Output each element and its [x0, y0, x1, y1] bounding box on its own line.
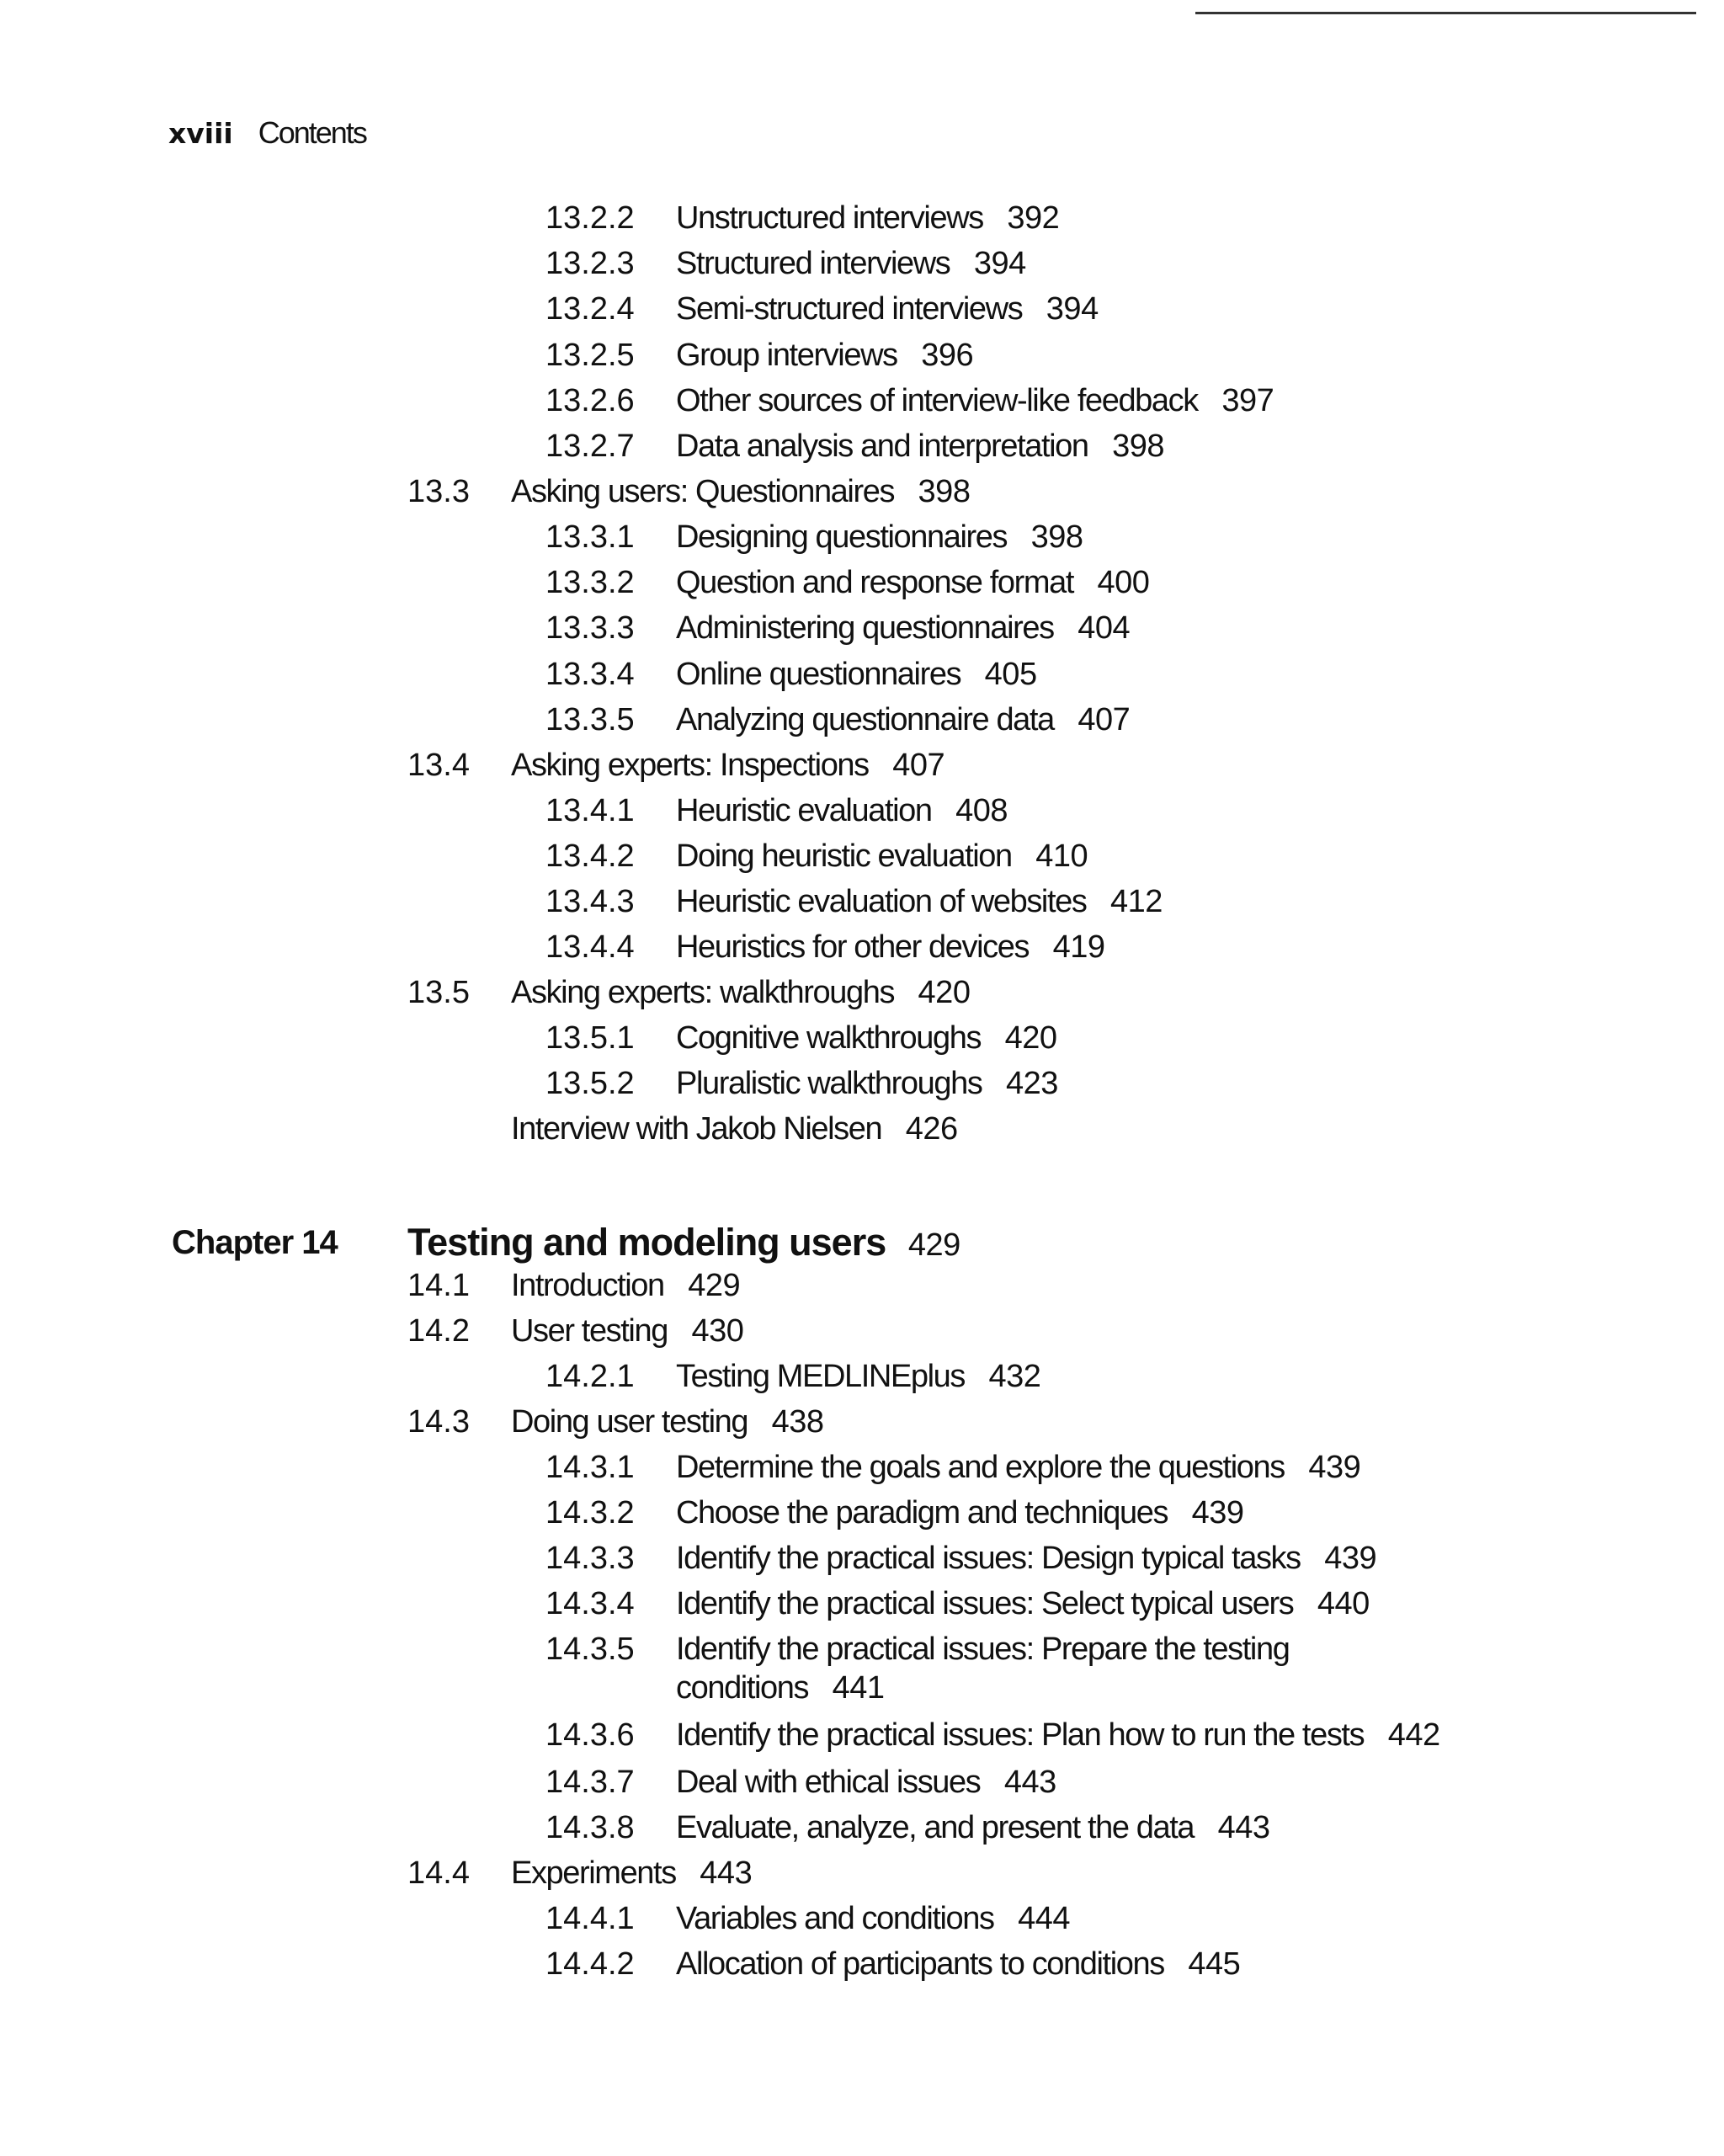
section-title: Asking experts: walkthroughs: [511, 975, 895, 1010]
section-number: 14.3.1: [545, 1450, 635, 1485]
page-number: 412: [1109, 884, 1163, 919]
section-number: 14.2.1: [545, 1359, 635, 1394]
section-number: 13.2.2: [545, 200, 635, 236]
section-title: Introduction: [511, 1268, 664, 1303]
section-number: 13.2.7: [545, 429, 635, 464]
section-title: Question and response format: [676, 565, 1073, 600]
section-title: Online questionnaires: [676, 657, 961, 692]
section-title: Identify the practical issues: Design typical tasks: [676, 1541, 1301, 1576]
section-number: 14.4.1: [545, 1901, 635, 1936]
section-title: Experiments: [511, 1855, 676, 1891]
section-number: 13.3.2: [545, 565, 635, 600]
page-number: 410: [1035, 838, 1088, 874]
section-title: Asking experts: Inspections: [511, 748, 869, 783]
chapter-label: Chapter 14: [172, 1224, 338, 1261]
section-title-continued: conditions: [676, 1670, 809, 1706]
section-title: Unstructured interviews: [676, 200, 983, 236]
section-title: Evaluate, analyze, and present the data: [676, 1810, 1195, 1845]
section-title: Other sources of interview-like feedback: [676, 383, 1198, 418]
page-number: 439: [1191, 1495, 1244, 1530]
page-number: 405: [984, 657, 1037, 692]
section-number: 13.4: [407, 748, 470, 783]
section-title: User testing: [511, 1313, 668, 1349]
section-title: Deal with ethical issues: [676, 1765, 981, 1800]
section-title: Heuristic evaluation of websites: [676, 884, 1087, 919]
page-number: 396: [921, 338, 974, 373]
section-number: 13.3.4: [545, 657, 635, 692]
page-number: 392: [1007, 200, 1060, 236]
section-title: Determine the goals and explore the questions: [676, 1450, 1285, 1485]
section-number: 13.2.6: [545, 383, 635, 418]
section-title: Designing questionnaires: [676, 519, 1008, 555]
chapter-title: Testing and modeling users: [407, 1221, 886, 1264]
chapter-page-number: 429: [907, 1227, 960, 1263]
page-number: 420: [1004, 1020, 1057, 1056]
section-number: 14.3.5: [545, 1632, 635, 1667]
page-number: 440: [1317, 1586, 1370, 1621]
section-number: 14.1: [407, 1268, 470, 1303]
page-number: 423: [1005, 1066, 1058, 1101]
section-number: 13.5.2: [545, 1066, 635, 1101]
section-number: 14.3.8: [545, 1810, 635, 1845]
section-number: 14.3: [407, 1404, 470, 1440]
section-number: 13.2.3: [545, 246, 635, 281]
section-number: 13.5.1: [545, 1020, 635, 1056]
section-number: 13.4.3: [545, 884, 635, 919]
page-number: 430: [691, 1313, 744, 1349]
page-number: 407: [1078, 702, 1131, 737]
section-title: Group interviews: [676, 338, 897, 373]
page-number: 408: [955, 793, 1008, 828]
running-head: [168, 108, 366, 158]
section-title: Doing heuristic evaluation: [676, 838, 1012, 874]
page-number: 400: [1097, 565, 1150, 600]
page-number: 444: [1018, 1901, 1071, 1936]
section-number: 13.3: [407, 474, 470, 509]
section-number: 13.3.5: [545, 702, 635, 737]
page-number: 397: [1221, 383, 1274, 418]
section-number: 13.3.1: [545, 519, 635, 555]
page-number: 441: [832, 1670, 885, 1706]
page-number: 443: [700, 1855, 753, 1891]
page-number: 407: [892, 748, 945, 783]
page-number: 439: [1308, 1450, 1361, 1485]
section-number: 14.4: [407, 1855, 470, 1891]
page-number: 442: [1387, 1717, 1440, 1753]
section-title: Doing user testing: [511, 1404, 748, 1440]
section-number: 14.4.2: [545, 1946, 635, 1982]
page-folio: xviii: [168, 117, 233, 150]
section-title: Identify the practical issues: Plan how to run the tests: [676, 1717, 1365, 1753]
page-number: 394: [1046, 291, 1099, 327]
section-number: 14.3.6: [545, 1717, 635, 1753]
section-number: 14.3.2: [545, 1495, 635, 1530]
section-title: Administering questionnaires: [676, 610, 1054, 646]
section-number: 14.3.4: [545, 1586, 635, 1621]
section-title: Semi-structured interviews: [676, 291, 1023, 327]
section-number: 13.4.4: [545, 929, 635, 965]
section-title: Allocation of participants to conditions: [676, 1946, 1164, 1982]
page-number: 445: [1188, 1946, 1241, 1982]
page-number: 404: [1078, 610, 1131, 646]
page-number: 419: [1052, 929, 1105, 965]
top-rule: [1195, 12, 1696, 14]
section-number: 14.3.3: [545, 1541, 635, 1576]
section-number: 13.3.3: [545, 610, 635, 646]
section-title: Heuristics for other devices: [676, 929, 1030, 965]
page-number: 398: [1030, 519, 1083, 555]
page-number: 429: [688, 1268, 741, 1303]
page-number: 432: [988, 1359, 1041, 1394]
section-title: Interview with Jakob Nielsen: [511, 1111, 882, 1147]
section-title: Asking users: Questionnaires: [511, 474, 895, 509]
page-number: 443: [1217, 1810, 1270, 1845]
page-number: 394: [973, 246, 1026, 281]
section-title: Choose the paradigm and techniques: [676, 1495, 1168, 1530]
section-number: 14.2: [407, 1313, 470, 1349]
section-number: 13.2.5: [545, 338, 635, 373]
section-title: Data analysis and interpretation: [676, 429, 1088, 464]
section-number: 14.3.7: [545, 1765, 635, 1800]
page-number: 426: [905, 1111, 958, 1147]
page-number: 438: [771, 1404, 824, 1440]
section-title: Structured interviews: [676, 246, 950, 281]
section-number: 13.5: [407, 975, 470, 1010]
page-number: 398: [1112, 429, 1165, 464]
section-title: Variables and conditions: [676, 1901, 994, 1936]
page-number: 443: [1003, 1765, 1056, 1800]
section-title: Identify the practical issues: Prepare the testing: [676, 1632, 1290, 1667]
section-title: Identify the practical issues: Select typical users: [676, 1586, 1294, 1621]
section-title: Analyzing questionnaire data: [676, 702, 1054, 737]
section-title: Heuristic evaluation: [676, 793, 932, 828]
section-title: Pluralistic walkthroughs: [676, 1066, 982, 1101]
section-title: Testing MEDLINEplus: [676, 1359, 965, 1394]
section-number: 13.4.1: [545, 793, 635, 828]
section-number: 13.2.4: [545, 291, 635, 327]
chapter-heading: [407, 1217, 960, 1268]
page-number: 398: [918, 474, 971, 509]
page-number: 420: [918, 975, 971, 1010]
section-number: 13.4.2: [545, 838, 635, 874]
section-title: Cognitive walkthroughs: [676, 1020, 982, 1056]
running-title: Contents: [258, 115, 366, 150]
page-number: 439: [1324, 1541, 1377, 1576]
